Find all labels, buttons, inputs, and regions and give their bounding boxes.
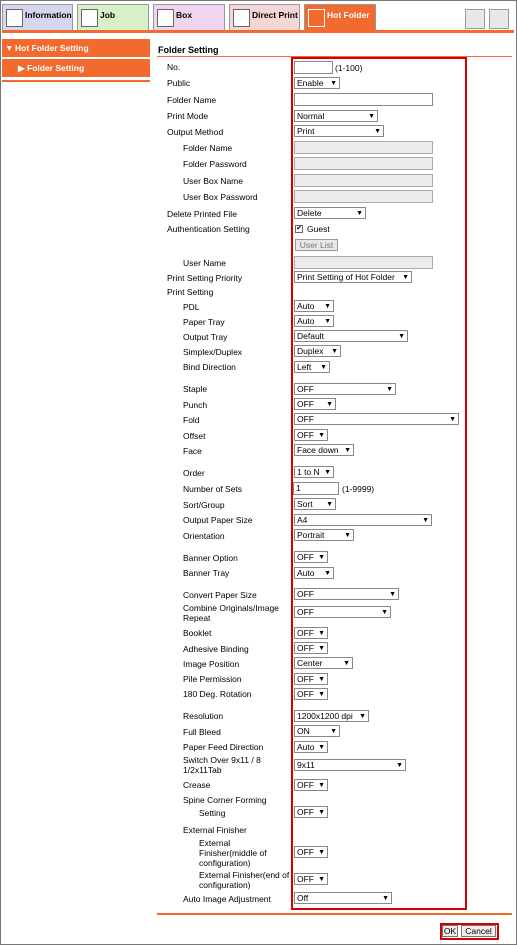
- sidebar-divider: [2, 80, 150, 82]
- output-tray-select[interactable]: Default ▼: [294, 330, 408, 342]
- chevron-down-icon: ▼: [389, 591, 396, 598]
- print-setting-priority-select[interactable]: Print Setting of Hot Folder ▼: [294, 271, 412, 283]
- label-no: No.: [167, 62, 181, 72]
- output-paper-size-select[interactable]: A4 ▼: [294, 514, 432, 526]
- hot-folder-icon: [308, 9, 325, 27]
- tab-label: Box: [176, 10, 193, 20]
- label-resolution: Resolution: [183, 711, 224, 721]
- label-convert-paper-size: Convert Paper Size: [183, 590, 257, 600]
- output-method-select[interactable]: Print ▼: [294, 125, 384, 137]
- tab-label: Direct Print: [252, 10, 298, 20]
- panel-tool-icon[interactable]: [489, 9, 509, 29]
- label-pile-permission: Pile Permission: [183, 674, 242, 684]
- label-spine-corner-setting: Setting: [199, 808, 226, 818]
- chevron-down-icon: ▼: [318, 691, 325, 698]
- bind-direction-select[interactable]: Left ▼: [294, 361, 330, 373]
- banner-option-select[interactable]: OFF ▼: [294, 551, 328, 563]
- label-image-position: Image Position: [183, 659, 240, 669]
- user-box-name-input[interactable]: [294, 174, 433, 187]
- chevron-down-icon: ▼: [330, 728, 337, 735]
- label-fold: Fold: [183, 415, 200, 425]
- label-spine-corner-forming: Spine Corner Forming: [183, 795, 267, 805]
- label-switch-over: Switch Over 9x11 / 8 1/2x11Tab: [183, 755, 261, 775]
- banner-tray-select[interactable]: Auto ▼: [294, 567, 334, 579]
- label-staple: Staple: [183, 384, 208, 394]
- chevron-down-icon: ▼: [326, 401, 333, 408]
- label-output-method: Output Method: [167, 127, 224, 137]
- label-user-box-password: User Box Password: [183, 192, 258, 202]
- tab-label: Hot Folder: [327, 10, 370, 20]
- settings-tool-icon[interactable]: [465, 9, 485, 29]
- label-print-setting: Print Setting: [167, 287, 214, 297]
- label-banner-tray: Banner Tray: [183, 568, 230, 578]
- chevron-down-icon: ▼: [324, 318, 331, 325]
- label-om-folder-name: Folder Name: [183, 143, 233, 153]
- rotation-180-select[interactable]: OFF ▼: [294, 688, 328, 700]
- delete-printed-file-select[interactable]: Delete ▼: [294, 207, 366, 219]
- spine-corner-forming-select[interactable]: OFF ▼: [294, 806, 328, 818]
- chevron-down-icon: ▼: [344, 447, 351, 454]
- staple-select[interactable]: OFF ▼: [294, 383, 396, 395]
- label-folder-name: Folder Name: [167, 95, 217, 105]
- image-position-select[interactable]: Center ▼: [294, 657, 353, 669]
- face-select[interactable]: Face down ▼: [294, 444, 354, 456]
- label-combine-originals: Combine Originals/Image Repeat: [183, 603, 279, 623]
- user-name-input[interactable]: [294, 256, 433, 269]
- auto-image-adjustment-select[interactable]: Off ▼: [294, 892, 392, 904]
- label-adhesive-binding: Adhesive Binding: [183, 644, 249, 654]
- tab-label: Job: [100, 10, 116, 20]
- paper-feed-direction-select[interactable]: Auto ▼: [294, 741, 328, 753]
- chevron-down-icon: ▼: [368, 113, 375, 120]
- label-orientation: Orientation: [183, 531, 225, 541]
- guest-checkbox[interactable]: ✔: [296, 225, 302, 232]
- fold-select[interactable]: OFF ▼: [294, 413, 459, 425]
- tab-job[interactable]: [77, 4, 149, 31]
- label-pdl: PDL: [183, 302, 200, 312]
- label-sort-group: Sort/Group: [183, 500, 225, 510]
- simplex-duplex-select[interactable]: Duplex ▼: [294, 345, 341, 357]
- user-list-button[interactable]: User List: [295, 239, 338, 251]
- user-box-password-input[interactable]: [294, 190, 433, 203]
- label-full-bleed: Full Bleed: [183, 727, 221, 737]
- chevron-down-icon: ▼: [398, 333, 405, 340]
- chevron-down-icon: ▼: [318, 744, 325, 751]
- print-mode-select[interactable]: Normal ▼: [294, 110, 378, 122]
- label-number-of-sets: Number of Sets: [183, 484, 243, 494]
- offset-select[interactable]: OFF ▼: [294, 429, 328, 441]
- cancel-button[interactable]: Cancel: [461, 925, 496, 937]
- chevron-down-icon: ▼: [318, 782, 325, 789]
- crease-select[interactable]: OFF ▼: [294, 779, 328, 791]
- public-select[interactable]: Enable ▼: [294, 77, 340, 89]
- punch-select[interactable]: OFF ▼: [294, 398, 336, 410]
- order-select[interactable]: 1 to N ▼: [294, 466, 334, 478]
- chevron-down-icon: ▼: [318, 676, 325, 683]
- label-output-paper-size: Output Paper Size: [183, 515, 253, 525]
- chevron-down-icon: ▼: [318, 876, 325, 883]
- tab-direct-print[interactable]: [229, 4, 300, 31]
- label-output-tray: Output Tray: [183, 332, 228, 342]
- chevron-down-icon: ▼: [356, 210, 363, 217]
- chevron-down-icon: ▼: [386, 386, 393, 393]
- sidebar-item-label: Hot Folder Setting: [15, 43, 89, 53]
- label-simplex-duplex: Simplex/Duplex: [183, 347, 243, 357]
- tab-underline: [2, 30, 514, 33]
- chevron-down-icon: ▼: [318, 432, 325, 439]
- chevron-down-icon: ▼: [324, 469, 331, 476]
- label-print-setting-priority: Print Setting Priority: [167, 273, 243, 283]
- tab-information[interactable]: [2, 4, 73, 31]
- ext-finisher-end-select[interactable]: OFF ▼: [294, 873, 328, 885]
- ext-finisher-middle-select[interactable]: OFF ▼: [294, 846, 328, 858]
- sidebar-item-folder-setting[interactable]: [2, 59, 150, 77]
- chevron-down-icon: ▼: [318, 809, 325, 816]
- paper-tray-select[interactable]: Auto ▼: [294, 315, 334, 327]
- chevron-down-icon: ▼: [422, 517, 429, 524]
- label-punch: Punch: [183, 400, 208, 410]
- booklet-select[interactable]: OFF ▼: [294, 627, 328, 639]
- label-user-name: User Name: [183, 258, 226, 268]
- om-folder-password-input[interactable]: [294, 157, 433, 170]
- chevron-down-icon: ▼: [318, 645, 325, 652]
- label-print-mode: Print Mode: [167, 111, 209, 121]
- chevron-right-icon: ▶: [18, 63, 25, 73]
- label-booklet: Booklet: [183, 628, 212, 638]
- full-bleed-select[interactable]: ON ▼: [294, 725, 340, 737]
- chevron-down-icon: ▼: [359, 713, 366, 720]
- chevron-down-icon: ▼: [343, 660, 350, 667]
- sort-group-select[interactable]: Sort ▼: [294, 498, 336, 510]
- no-range-hint: (1-100): [335, 63, 363, 73]
- direct-print-icon: [233, 9, 250, 27]
- ok-button[interactable]: OK: [443, 926, 457, 936]
- pile-permission-select[interactable]: OFF ▼: [294, 673, 328, 685]
- expand-arrow-icon: ▼: [5, 43, 14, 53]
- chevron-down-icon: ▼: [331, 348, 338, 355]
- chevron-down-icon: ▼: [326, 501, 333, 508]
- sidebar-item-hot-folder-setting[interactable]: [2, 39, 150, 57]
- page-title: Folder Setting: [158, 45, 219, 55]
- chevron-down-icon: ▼: [382, 895, 389, 902]
- label-user-box-name: User Box Name: [183, 176, 243, 186]
- label-om-folder-password: Folder Password: [183, 159, 247, 169]
- label-bind-direction: Bind Direction: [183, 362, 236, 372]
- label-ext-finisher-end: External Finisher(end of configuration): [199, 870, 290, 890]
- label-face: Face: [183, 446, 202, 456]
- chevron-down-icon: ▼: [318, 849, 325, 856]
- information-icon: [6, 9, 23, 27]
- pdl-select[interactable]: Auto ▼: [294, 300, 334, 312]
- chevron-down-icon: ▼: [374, 128, 381, 135]
- no-input[interactable]: [294, 61, 333, 74]
- combine-originals-select[interactable]: OFF ▼: [294, 606, 391, 618]
- guest-label: Guest: [307, 224, 330, 234]
- chevron-down-icon: ▼: [324, 303, 331, 310]
- chevron-down-icon: ▼: [344, 532, 351, 539]
- tab-box[interactable]: [153, 4, 225, 31]
- label-order: Order: [183, 468, 205, 478]
- adhesive-binding-select[interactable]: OFF ▼: [294, 642, 328, 654]
- chevron-down-icon: ▼: [330, 80, 337, 87]
- om-folder-name-input[interactable]: [294, 141, 433, 154]
- number-of-sets-hint: (1-9999): [342, 484, 375, 494]
- label-ext-finisher-middle: External Finisher(middle of configuration): [199, 838, 267, 868]
- label-paper-feed-direction: Paper Feed Direction: [183, 742, 264, 752]
- label-crease: Crease: [183, 780, 211, 790]
- tab-label: Information: [25, 10, 72, 20]
- chevron-down-icon: ▼: [402, 274, 409, 281]
- box-icon: [157, 9, 174, 27]
- label-auto-image-adjustment: Auto Image Adjustment: [183, 894, 271, 904]
- label-authentication-setting: Authentication Setting: [167, 224, 250, 234]
- folder-name-input[interactable]: [294, 93, 433, 106]
- label-public: Public: [167, 78, 191, 88]
- sidebar-item-label: Folder Setting: [27, 63, 85, 73]
- orientation-select[interactable]: Portrait ▼: [294, 529, 354, 541]
- switch-over-select[interactable]: 9x11 ▼: [294, 759, 406, 771]
- label-offset: Offset: [183, 431, 206, 441]
- label-banner-option: Banner Option: [183, 553, 238, 563]
- job-icon: [81, 9, 98, 27]
- chevron-down-icon: ▼: [324, 570, 331, 577]
- chevron-down-icon: ▼: [318, 554, 325, 561]
- convert-paper-size-select[interactable]: OFF ▼: [294, 588, 399, 600]
- label-paper-tray: Paper Tray: [183, 317, 225, 327]
- label-delete-printed-file: Delete Printed File: [167, 209, 237, 219]
- chevron-down-icon: ▼: [318, 630, 325, 637]
- resolution-select[interactable]: 1200x1200 dpi ▼: [294, 710, 369, 722]
- chevron-down-icon: ▼: [449, 416, 456, 423]
- chevron-down-icon: ▼: [320, 364, 327, 371]
- tab-hot-folder[interactable]: [304, 4, 376, 31]
- label-external-finisher: External Finisher: [183, 825, 247, 835]
- number-of-sets-input[interactable]: 1: [293, 482, 339, 495]
- label-180-rotation: 180 Deg. Rotation: [183, 689, 252, 699]
- chevron-down-icon: ▼: [396, 762, 403, 769]
- chevron-down-icon: ▼: [381, 609, 388, 616]
- footer-divider: [157, 913, 512, 915]
